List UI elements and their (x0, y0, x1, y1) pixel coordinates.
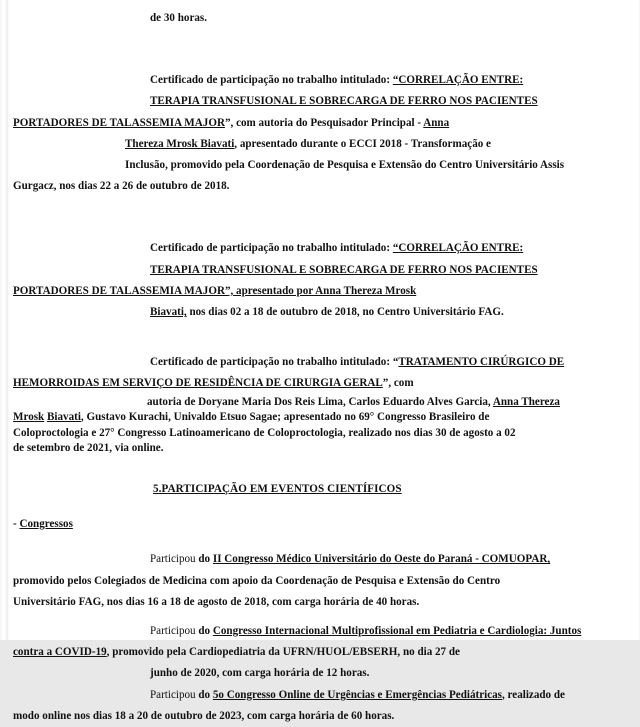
certificate-line (13, 352, 626, 373)
cert3-l1-a: Certificado de participação no trabalho intitulado: “ (150, 356, 399, 369)
spacer (13, 613, 626, 621)
cert2-l4-a: Biavati, (150, 306, 187, 319)
cong2-l3: junho de 2020, com carga horária de 12 horas. (150, 667, 370, 680)
continuation-text: de 30 horas. (150, 12, 208, 24)
cert1-l4-b: , apresentado durante o ECCI 2018 - Transformação e (234, 137, 491, 150)
certificate-line (13, 113, 626, 134)
certificate-line (13, 281, 626, 302)
cert1-l1-a: Certificado de participação no trabalho intitulado: (150, 74, 393, 87)
cong3-l1-b: do (198, 688, 213, 701)
cong3-l2: modo online nos dias 18 a 20 de outubro de 2023, com carga horária de 60 horas. (13, 709, 395, 722)
certificate-line (13, 134, 626, 155)
spacer (13, 323, 626, 352)
cert2-l1-a: Certificado de participação no trabalho intitulado: (150, 242, 393, 255)
certificate-entry-1 (13, 70, 626, 197)
congress-line (13, 592, 626, 613)
cert1-l2: TERAPIA TRANSFUSIONAL E SOBRECARGA DE FERRO NOS PACIENTES (150, 95, 538, 108)
cert1-l3-a: PORTADORES DE TALASSEMIA MAJOR (13, 116, 225, 129)
cert3-b1-b: Anna Thereza (492, 395, 560, 408)
cong1-l1-b: do (198, 553, 213, 566)
certificate-entry-3 (13, 352, 626, 457)
cert3-b4: de setembro de 2021, via online. (13, 442, 164, 455)
cert3-l2-a: HEMORROIDAS EM SERVIÇO DE RESIDÊNCIA DE CIRURGIA GERAL (13, 377, 383, 390)
congress-entry-3 (13, 685, 626, 727)
cert2-l3: PORTADORES DE TALASSEMIA MAJOR”, apresentado por Anna Thereza Mrosk (13, 284, 417, 297)
cert3-b2-c: , Gustavo Kurachi, Univaldo Etsuo Sagae; apresentado no 69° Congresso Brasileiro de (80, 411, 490, 424)
cong2-l1-c: Congresso Internacional Multiprofissional em Pediatria e Cardiologia: Juntos (212, 625, 582, 638)
cong1-l3: Universitário FAG, nos dias 16 a 18 de agosto de 2018, com carga horária de 40 horas. (13, 595, 420, 608)
certificate-line (13, 373, 626, 394)
cert1-l1-b: “CORRELAÇÃO ENTRE: (392, 74, 524, 87)
certificate-body-line (13, 410, 626, 426)
congress-line (13, 571, 626, 592)
congress-line (13, 685, 626, 706)
subsection-prefix: - (13, 518, 20, 531)
cert2-l4-b: nos dias 02 a 18 de outubro de 2018, no Centro Universitário FAG. (186, 306, 504, 319)
cert1-l3-c: Anna (423, 116, 450, 129)
spacer (13, 29, 626, 70)
paragraph-continuation (13, 8, 626, 29)
cert1-l5: Inclusão, promovido pela Coordenação de Pesquisa e Extensão do Centro Universitário Assis (125, 159, 565, 172)
cert3-l2-b: ”, com (382, 377, 414, 390)
cert2-l1-b: “CORRELAÇÃO ENTRE: (392, 242, 524, 255)
spacer (13, 500, 626, 514)
certificate-body-line (13, 441, 626, 457)
cert2-l2: TERAPIA TRANSFUSIONAL E SOBRECARGA DE FERRO NOS PACIENTES (150, 263, 538, 276)
cong3-l1-d: , realizado de (502, 688, 565, 701)
congress-line (13, 621, 626, 642)
certificate-line (13, 238, 626, 259)
congress-line (13, 663, 626, 684)
cong1-l2: promovido pelos Colegiados de Medicina com apoio da Coordenação de Pesquisa e Extensão do Centro (13, 574, 501, 587)
subsection-heading (13, 514, 626, 535)
cong2-l1-a: Participou (150, 625, 199, 638)
certificate-body-line (13, 426, 626, 442)
spacer (13, 197, 626, 238)
cert3-l1-b: TRATAMENTO CIRÚRGICO DE (398, 356, 565, 369)
section-heading-text: 5.PARTICIPAÇÃO EM EVENTOS CIENTÍFICOS (153, 483, 402, 496)
certificate-line (13, 260, 626, 281)
certificate-line (13, 302, 626, 323)
spacer (13, 0, 626, 8)
cong2-l1-b: do (198, 625, 213, 638)
certificate-entry-2 (13, 238, 626, 323)
congress-entry-2 (13, 621, 626, 685)
congress-line (13, 706, 626, 727)
congress-entry-1 (13, 549, 626, 613)
cert3-b3: Coloproctologia e 27° Congresso Latinoamericano de Coloproctologia, realizado nos dias 30 de agosto a 02 (13, 426, 516, 439)
cong1-l1-c: II Congresso Médico Universitário do Oeste do Paraná - COMUOPAR, (212, 553, 551, 566)
certificate-body-line (13, 395, 626, 411)
cert1-l6: Gurgacz, nos dias 22 a 26 de outubro de 2018. (13, 180, 230, 193)
cong3-l1-a: Participou (150, 688, 199, 701)
spacer (13, 535, 626, 549)
certificate-line (13, 176, 626, 197)
certificate-line (13, 70, 626, 91)
certificate-line (13, 155, 626, 176)
congress-line (13, 549, 626, 570)
cert3-b2-a: Mrosk (13, 411, 45, 424)
cong3-l1-c: 5o Congresso Online de Urgências e Emergências Pediátricas (212, 688, 502, 701)
cong2-l2-b: , promovido pela Cardiopediatria da UFRN/HUOL/EBSERH, no dia 27 de (106, 646, 460, 659)
congress-line (13, 642, 626, 663)
certificate-line (13, 91, 626, 112)
cert3-b2-b: Biavati (47, 411, 81, 424)
cong1-l1-a: Participou (150, 553, 199, 566)
subsection-heading-text: Congressos (19, 518, 73, 531)
spacer (13, 457, 626, 479)
cong2-l2-a: contra a COVID-19 (13, 646, 107, 659)
cert1-l4-a: Thereza Mrosk Biavati (125, 137, 235, 150)
cert1-l3-b: ”, com autoria do Pesquisador Principal - (224, 116, 424, 129)
cert3-b1-a: autoria de Doryane Maria Dos Reis Lima, Carlos Eduardo Alves Garcia, (147, 395, 493, 408)
section-heading (13, 479, 626, 500)
